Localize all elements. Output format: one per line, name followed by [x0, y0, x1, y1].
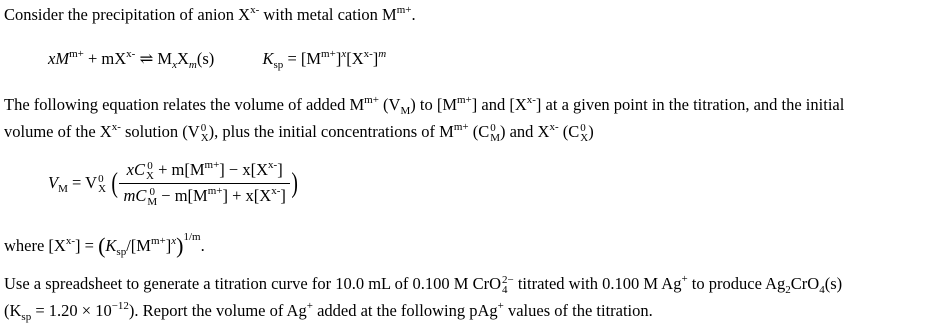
para1-l2-f: (C	[558, 122, 580, 141]
ksp-sup1: m+	[321, 48, 336, 60]
task-l2-sup3: +	[497, 300, 504, 312]
formula-lhs-sub: M	[58, 183, 68, 196]
ksp-end: ]	[372, 49, 379, 68]
stack-bot: X	[146, 170, 154, 183]
where-e: ]	[165, 236, 172, 255]
para1-l2-sup1: x-	[111, 121, 121, 133]
where-d: /[M	[126, 236, 151, 255]
stack-bot: X	[580, 132, 589, 145]
task-l2-sup2: +	[306, 300, 313, 312]
where-pow: 1/m	[183, 231, 201, 243]
para1-l1-c: ) to [M	[410, 95, 457, 114]
formula-v-stack	[98, 174, 106, 194]
right-paren-icon: )	[291, 167, 298, 199]
para1-l2-d: (C	[468, 122, 490, 141]
task-l1-d: CrO	[790, 274, 820, 293]
where-c: K	[105, 236, 117, 255]
para1-line1	[4, 95, 844, 115]
para1-l1-sup3: x-	[526, 94, 536, 106]
task-l1-stack	[502, 275, 514, 295]
formula-fraction	[119, 160, 289, 207]
task-l2-sup1: −12	[111, 300, 129, 312]
reaction-lhs-sup: m+	[69, 48, 84, 60]
stack-top: 0	[149, 186, 156, 199]
num-d: ]	[277, 160, 283, 179]
ksp-eq: = [M	[283, 49, 322, 68]
num-c: ] − x[X	[219, 160, 269, 179]
where-d-sup: m+	[150, 235, 166, 247]
reaction-plus: + mX	[83, 49, 127, 68]
para1-l2-e: ) and X	[499, 122, 550, 141]
reaction-prod-sub2: m	[188, 59, 197, 71]
reaction-plus-sup: x-	[126, 48, 136, 60]
intro-sup-a: x-	[250, 4, 260, 16]
num-sup2: x-	[268, 159, 278, 171]
formula-eq: = V	[67, 173, 98, 193]
task-l1-sub2: 4	[819, 284, 825, 296]
para1-line2	[4, 122, 594, 143]
ksp-sup2: x-	[363, 48, 373, 60]
den-d: ]	[280, 186, 286, 206]
where-e-sup: x	[171, 235, 177, 247]
para1-l1-sub1: M	[400, 105, 411, 117]
para1-l2-stack2	[490, 123, 500, 143]
where-a: where [X	[4, 236, 66, 255]
equilibrium-arrow-icon: ⇌	[135, 49, 158, 68]
task-line2	[4, 301, 653, 321]
task-l1-c: to produce Ag	[687, 274, 786, 293]
stack-bot: X	[98, 183, 107, 196]
para1-l2-g: )	[588, 122, 594, 141]
ksp-sub: sp	[273, 59, 284, 71]
den-sup1: m+	[207, 185, 223, 198]
num-stack	[146, 161, 154, 181]
ksp-mid2: [X	[346, 49, 364, 68]
task-l1-sub1: 2	[785, 284, 791, 296]
para1-l1-b: (V	[378, 95, 401, 114]
stack-bot: 4	[501, 284, 508, 297]
intro-text-c: .	[411, 5, 416, 24]
task-l2-d: added at the following pAg	[312, 301, 498, 320]
para1-l2-a: volume of the X	[4, 122, 112, 141]
intro-text-a: Consider the precipitation of anion X	[4, 5, 251, 24]
task-l2-a: (K	[4, 301, 22, 320]
ksp-mid: ]	[335, 49, 342, 68]
where-rparen-icon: )	[176, 233, 184, 258]
reaction-product: M	[157, 49, 173, 68]
para1-l1-sup2: m+	[457, 94, 472, 106]
task-l2-c: ). Report the volume of Ag	[128, 301, 307, 320]
para1-l1-a: The following equation relates the volume of added M	[4, 95, 365, 114]
den-stack	[147, 187, 157, 207]
task-l1-e: (s)	[824, 274, 843, 293]
task-l2-e: values of the titration.	[503, 301, 653, 320]
formula-lhs: V	[48, 173, 59, 193]
para1-l1-e: ] at a given point in the titration, and the initial	[535, 95, 845, 114]
num-a: xC	[126, 160, 146, 179]
para1-l1-d: ] and [X	[471, 95, 527, 114]
stack-top: 0	[490, 122, 496, 135]
where-a-sup: x-	[65, 235, 76, 247]
para1-l2-sup3: x-	[549, 121, 559, 133]
intro-sup-b: m+	[396, 4, 412, 16]
stack-bot: M	[147, 196, 158, 209]
reaction-prod-mid: X	[176, 49, 189, 68]
stack-top: 0	[147, 160, 153, 173]
task-l1-a: Use a spreadsheet to generate a titration curve for 10.0 mL of 0.100 M CrO	[4, 274, 501, 293]
para1-l2-stack1	[201, 123, 209, 143]
where-b: ] =	[75, 236, 99, 255]
formula-denominator	[119, 184, 289, 207]
ksp-symbol: K	[262, 49, 274, 68]
ksp-pow1: x	[341, 48, 347, 60]
task-l2-b: = 1.20 × 10	[31, 301, 112, 320]
stack-top: 0	[580, 122, 586, 135]
intro-text-b: with metal cation M	[259, 5, 397, 24]
task-l1-b: titrated with 0.100 M Ag	[513, 274, 682, 293]
volume-formula	[48, 160, 299, 207]
where-c-sub: sp	[116, 246, 127, 258]
stack-top: 0	[98, 173, 104, 186]
formula-numerator	[119, 160, 289, 184]
left-paren-icon: (	[111, 167, 119, 199]
den-sup2: x-	[271, 185, 281, 198]
reaction-prod-end: (s)	[196, 49, 215, 68]
task-l1-sup1: +	[681, 273, 688, 285]
den-c: ] + x[X	[222, 186, 272, 206]
intro-line	[4, 5, 416, 25]
num-b: + m[M	[153, 160, 205, 179]
reaction-prod-sub1: x	[172, 59, 177, 71]
para1-l2-b: solution (V	[120, 122, 200, 141]
reaction-lhs: xM	[48, 49, 70, 68]
where-end: .	[200, 236, 205, 255]
para1-l2-sup2: m+	[453, 121, 469, 133]
stack-top: 0	[200, 122, 207, 135]
den-b: − m[M	[157, 186, 208, 206]
reaction-equation	[48, 49, 386, 69]
stack-bot: M	[490, 132, 500, 145]
ksp-pow2: m	[378, 48, 387, 60]
den-a: mC	[123, 186, 147, 206]
para1-l1-sup1: m+	[364, 94, 379, 106]
where-lparen-icon: (	[98, 233, 106, 258]
stack-bot: X	[200, 132, 209, 145]
num-sup1: m+	[204, 159, 220, 171]
stack-top: 2−	[501, 274, 514, 287]
task-line1	[4, 274, 842, 295]
para1-l2-c: ), plus the initial concentrations of M	[208, 122, 454, 141]
where-line	[4, 231, 205, 258]
task-l2-sub1: sp	[21, 311, 32, 323]
